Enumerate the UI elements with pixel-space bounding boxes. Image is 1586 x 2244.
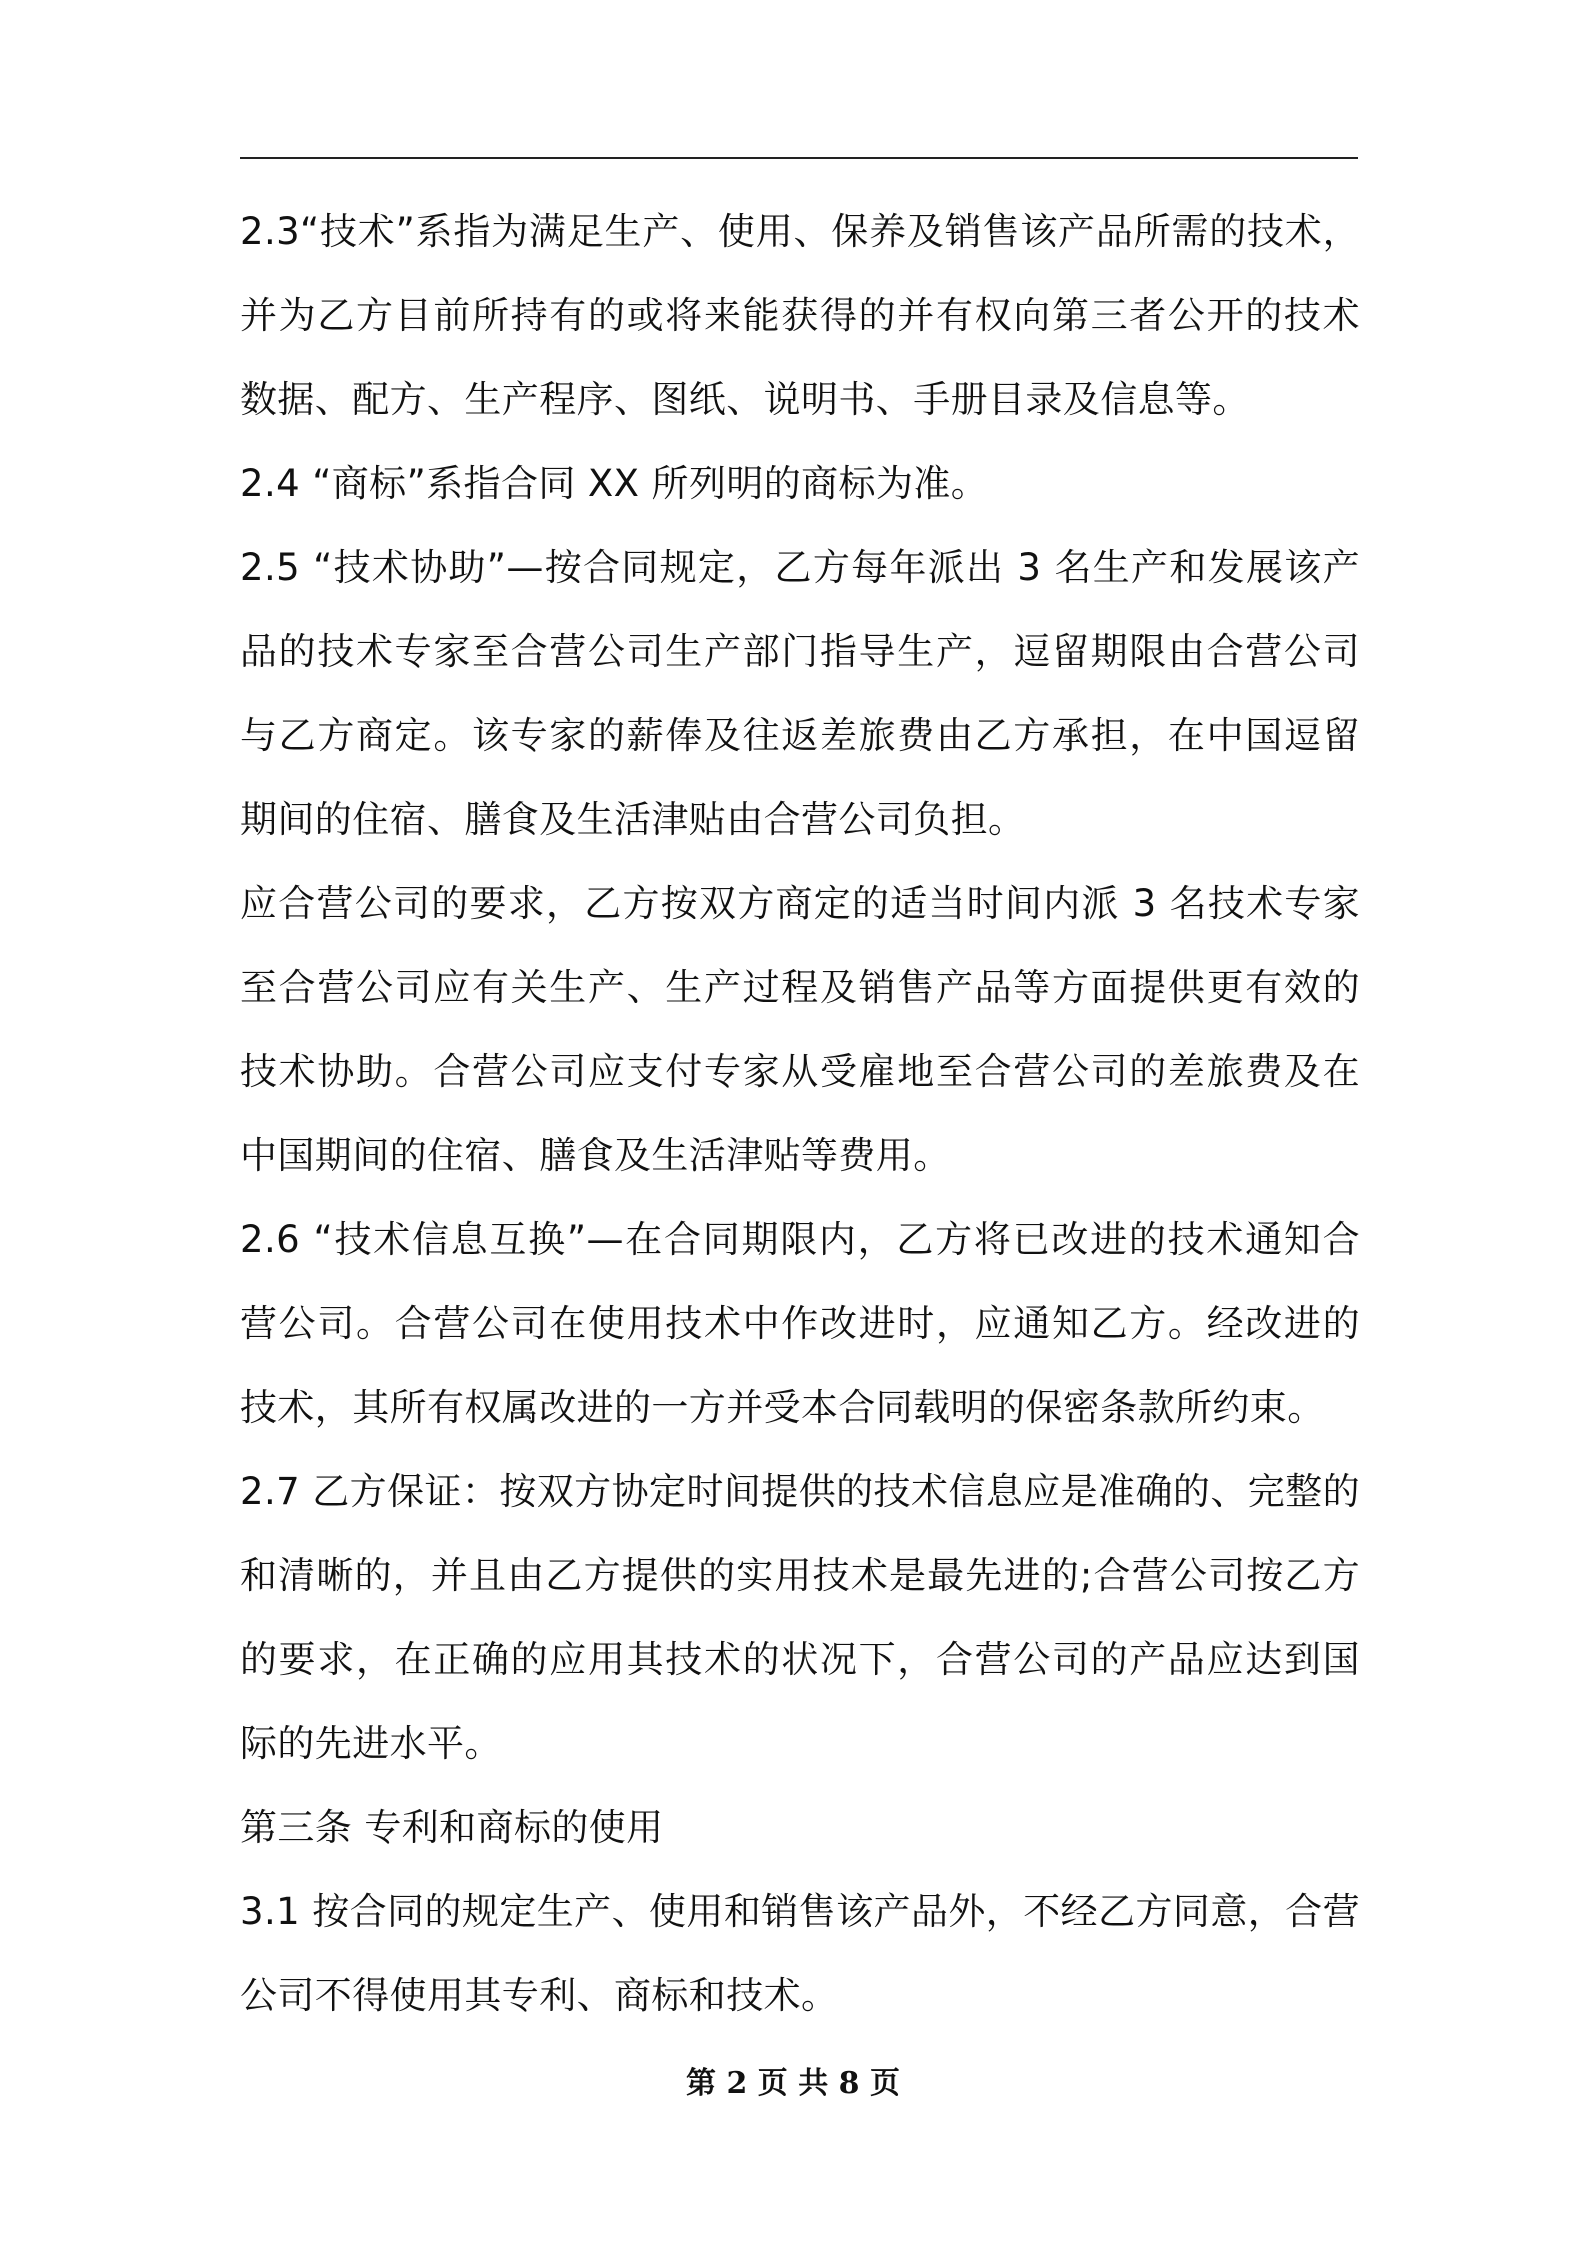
clause-2-3: 2.3“技术”系指为满足生产、使用、保养及销售该产品所需的技术，并为乙方目前所持有的或将来能获得的并有权向第三者公开的技术数据、配方、生产程序、图纸、说明书、手册目录及信息等。 <box>240 210 1360 421</box>
header-rule <box>240 157 1358 159</box>
clause-2-5: 2.5 “技术协助”—按合同规定，乙方每年派出 3 名生产和发展该产品的技术专家至合营公司生产部门指导生产，逗留期限由合营公司与乙方商定。该专家的薪俸及往返差旅费由乙方承担，在中国逗留期间的住宿、膳食及生活津贴由合营公司负担。 <box>240 546 1360 841</box>
document-body <box>240 190 1360 2038</box>
clause-2-5-continued: 应合营公司的要求，乙方按双方商定的适当时间内派 3 名技术专家至合营公司应有关生产、生产过程及销售产品等方面提供更有效的技术协助。合营公司应支付专家从受雇地至合营公司的差旅费及在中国期间的住宿、膳食及生活津贴等费用。 <box>240 882 1360 1177</box>
article-3-heading: 第三条 专利和商标的使用 <box>240 1806 664 1849</box>
page-number-footer: 第 2 页 共 8 页 <box>686 2066 900 2101</box>
clause-2-6: 2.6 “技术信息互换”—在合同期限内，乙方将已改进的技术通知合营公司。合营公司在使用技术中作改进时，应通知乙方。经改进的技术，其所有权属改进的一方并受本合同载明的保密条款所约束。 <box>240 1218 1360 1429</box>
clause-2-7: 2.7 乙方保证：按双方协定时间提供的技术信息应是准确的、完整的和清晰的，并且由乙方提供的实用技术是最先进的;合营公司按乙方的要求，在正确的应用其技术的状况下，合营公司的产品应达到国际的先进水平。 <box>240 1470 1360 1765</box>
clause-2-4: 2.4 “商标”系指合同 XX 所列明的商标为准。 <box>240 462 989 505</box>
clause-3-1: 3.1 按合同的规定生产、使用和销售该产品外，不经乙方同意，合营公司不得使用其专利、商标和技术。 <box>240 1890 1360 2017</box>
